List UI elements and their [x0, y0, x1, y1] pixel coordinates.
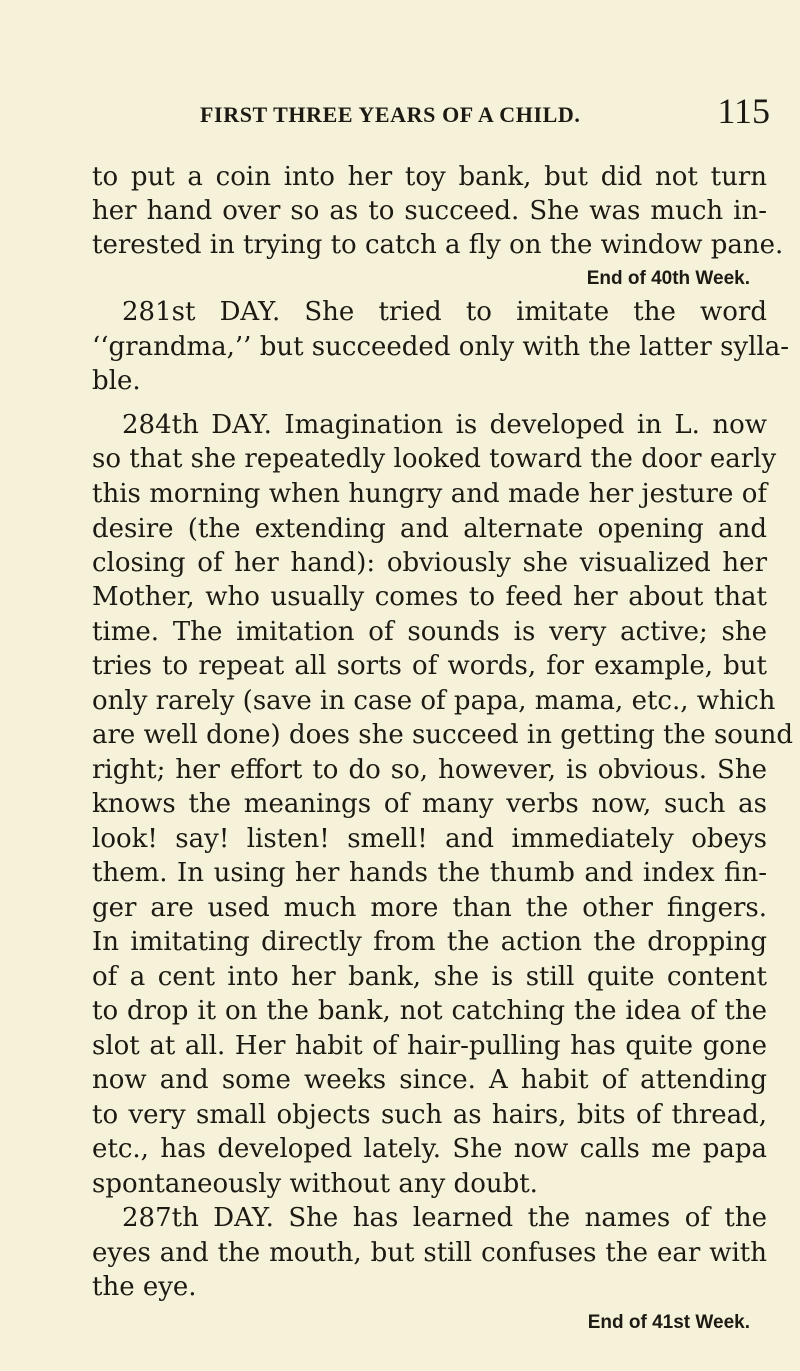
text-line: terested in trying to catch a fly on the window pane.: [92, 230, 784, 260]
text-line: now and some weeks since. A habit of attending: [92, 1065, 767, 1095]
text-line: only rarely (save in case of papa, mama, etc., which: [92, 686, 776, 716]
text-line: right; her effort to do so, however, is obvious. She: [92, 755, 767, 785]
text-line: ger are used much more than the other fingers.: [92, 893, 767, 923]
text-line: to very small objects such as hairs, bits of thread,: [92, 1100, 767, 1130]
text-line: time. The imitation of sounds is very active; she: [92, 617, 767, 647]
text-line: to put a coin into her toy bank, but did not turn: [92, 162, 767, 192]
text-line: 287th DAY. She has learned the names of the: [122, 1203, 767, 1233]
text-line: closing of her hand): obviously she visualized her: [92, 548, 767, 578]
text-line: spontaneously without any doubt.: [92, 1169, 538, 1199]
text-line: this morning when hungry and made her jesture of: [92, 479, 767, 509]
text-line: so that she repeatedly looked toward the door early: [92, 444, 777, 474]
text-line: her hand over so as to succeed. She was much in-: [92, 196, 767, 226]
text-line: to drop it on the bank, not catching the idea of the: [92, 996, 767, 1026]
text-line: look! say! listen! smell! and immediately obeys: [92, 824, 767, 854]
text-line: 281st DAY. She tried to imitate the word: [122, 297, 767, 327]
running-head: FIRST THREE YEARS OF A CHILD.: [200, 102, 581, 127]
text-line: tries to repeat all sorts of words, for example, but: [92, 651, 767, 681]
text-line: In imitating directly from the action the dropping: [92, 927, 767, 957]
text-line: ‘‘grandma,’’ but succeeded only with the latter sylla-: [92, 332, 790, 362]
text-line: 284th DAY. Imagination is developed in L. now: [122, 410, 767, 440]
text-line: Mother, who usually comes to feed her about that: [92, 582, 767, 612]
text-line: etc., has developed lately. She now calls me papa: [92, 1134, 767, 1164]
text-line: knows the meanings of many verbs now, such as: [92, 789, 767, 819]
text-line: eyes and the mouth, but still confuses the ear with: [92, 1238, 767, 1268]
text-line: ble.: [92, 366, 141, 396]
text-line: the eye.: [92, 1272, 197, 1302]
text-line: of a cent into her bank, she is still quite content: [92, 962, 767, 992]
text-line: them. In using her hands the thumb and index fin-: [92, 858, 767, 888]
text-line: slot at all. Her habit of hair-pulling has quite gone: [92, 1031, 767, 1061]
end-of-week-marker: End of 41st Week.: [587, 1312, 750, 1333]
text-line: desire (the extending and alternate opening and: [92, 514, 767, 544]
page-number: 115: [717, 91, 770, 131]
text-line: are well done) does she succeed in getting the sound: [92, 720, 794, 750]
end-of-week-marker: End of 40th Week.: [586, 268, 750, 289]
